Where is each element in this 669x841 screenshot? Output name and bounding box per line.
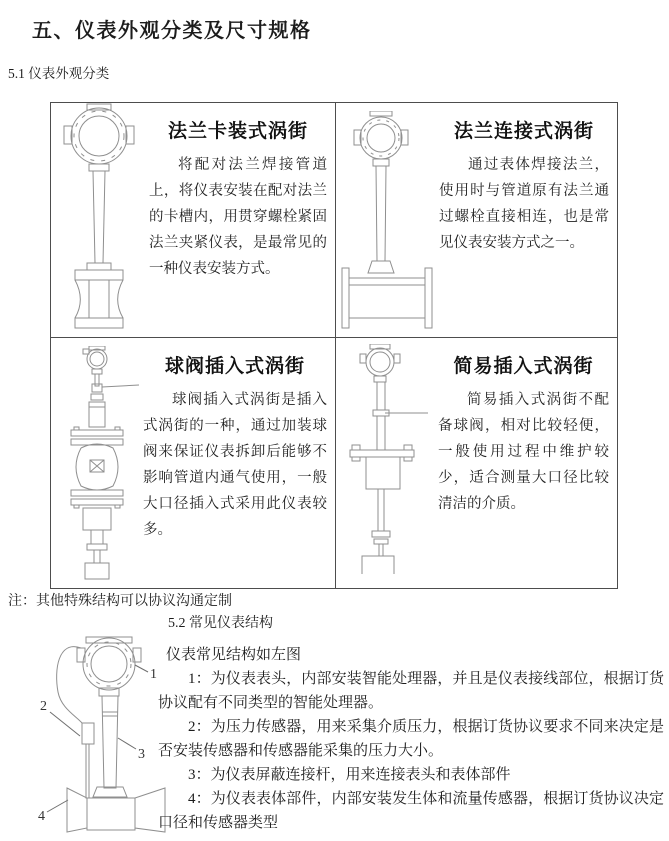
table-cell-flange-clamp [51,103,336,338]
text-column [143,338,335,588]
transmitter-head [77,637,141,696]
flow-body [67,788,165,832]
page-title: 五、仪表外观分类及尺寸规格 [32,20,312,42]
diagram-label-4: 4 [38,809,45,824]
diagram-label-2: 2 [40,699,47,714]
drawing-column [336,103,439,337]
table-cell-ball-valve-insertion [51,338,336,588]
cell-description: 通过表体焊接法兰，使用时与管道原有法兰通过螺栓直接相连，也是常见仪表安装方式之一。 [439,157,609,251]
table-cell-simple-insertion [336,338,617,588]
cell-description: 将配对法兰焊接管道上，将仪表安装在配对法兰的卡槽内，用贯穿螺栓紧固法兰夹紧仪表，是最常见的一种仪表安装方式。 [149,157,327,277]
diagram-label-3: 3 [138,747,145,762]
text-column [149,103,335,337]
structure-description [158,643,664,835]
section-5-2-heading: 5.2 常见仪表结构 [168,616,273,631]
text-column [439,103,617,337]
classification-table [50,102,618,589]
cell-description: 简易插入式涡街不配备球阀，相对比较轻便，一般使用过程中维护较少，适合测量大口径比较清洁的介质。 [438,392,609,512]
cell-title: 简易插入式涡街 [453,356,594,377]
leader-line-2 [50,712,80,736]
flange-clamp-vortex-drawing [51,103,149,336]
cell-title: 法兰卡装式涡街 [167,121,308,142]
pressure-sensor [82,723,94,744]
drawing-column [51,103,149,337]
flowmeter-structure-diagram [28,636,168,838]
structure-item-4: 4：为仪表表体部件，内部安装发生体和流量传感器，根据订货协议决定口径和传感器类型 [158,791,664,831]
text-column [438,338,617,588]
leader-line-4 [47,800,68,812]
table-cell-flange-connection [336,103,617,338]
structure-item-3: 3：为仪表屏蔽连接杆，用来连接表头和表体部件 [188,767,511,783]
structure-item-2: 2：为压力传感器，用来采集介质压力，根据订货协议要求不同来决定是否安装传感器和传感器能采集的压力大小。 [158,719,664,759]
leader-line-1 [135,665,148,672]
structure-intro: 仪表常见结构如左图 [166,647,302,663]
structure-item-1: 1：为仪表表头，内部安装智能处理器，并且是仪表接线部位，根据订货协议配有不同类型的智能处理器。 [158,671,664,711]
flange-connection-vortex-drawing [340,111,440,338]
drawing-column [336,338,438,588]
cell-title: 球阀插入式涡街 [164,356,305,377]
drawing-column [51,338,143,588]
custom-structure-note: 注：其他特殊结构可以协议沟通定制 [8,594,232,609]
section-5-1-heading: 5.1 仪表外观分类 [8,66,110,81]
simple-insertion-vortex-drawing [344,344,436,574]
connection-rod [93,696,127,797]
cell-description: 球阀插入式涡街是插入式涡街的一种，通过加装球阀来保证仪表拆卸后能够不影响管道内通气使用，一般大口径插入式采用此仪表较多。 [143,392,327,538]
cell-title: 法兰连接式涡街 [453,121,594,142]
ball-valve-insertion-vortex-drawing [59,346,149,582]
diagram-label-1: 1 [150,667,157,682]
leader-line-3 [118,738,136,749]
